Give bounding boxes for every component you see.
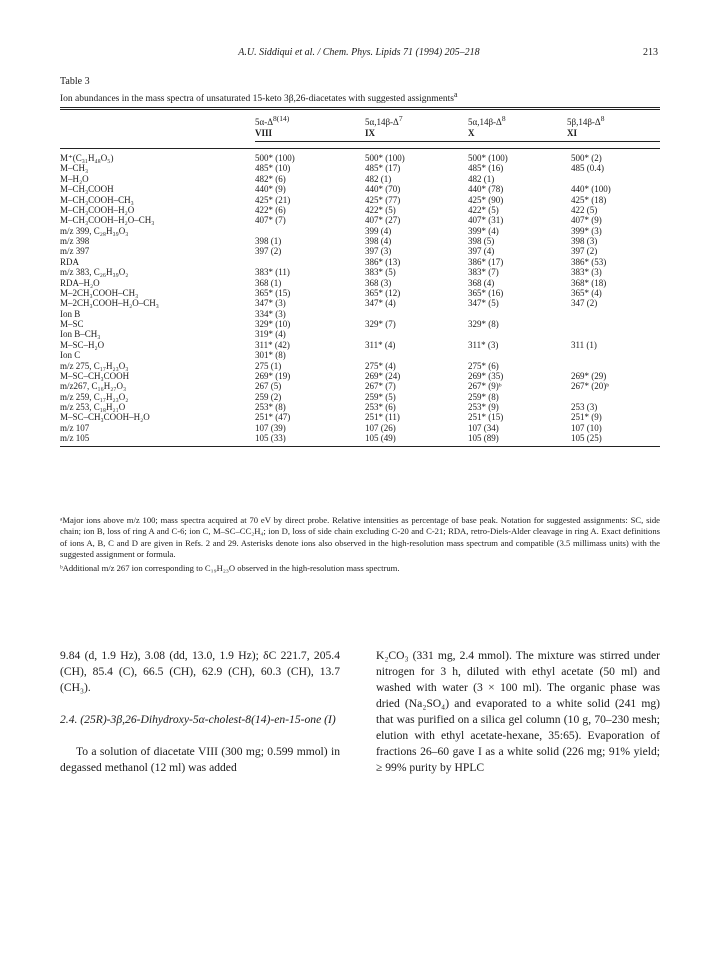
abundance-cell: 105 (89) <box>468 433 499 444</box>
abundance-cell: 422* (5) <box>468 204 499 215</box>
abundance-cell: 253* (9) <box>468 402 499 412</box>
abundance-cell: 259* (5) <box>365 391 396 402</box>
assignment-cell: m/z 383, C₂₆H₃₉O₂ <box>60 267 129 278</box>
abundance-cell: 259* (8) <box>468 391 499 402</box>
table-row <box>60 309 660 319</box>
abundance-cell: 275* (4) <box>365 360 396 371</box>
table-row <box>60 298 660 308</box>
column-header-underline <box>255 141 660 142</box>
assignment-cell: RDA–H₂O <box>60 277 100 288</box>
assignment-cell: RDA <box>60 256 80 267</box>
table-row <box>60 153 660 163</box>
abundance-cell: 485* (16) <box>468 163 504 174</box>
table-top-rule <box>60 107 660 108</box>
assignment-cell: M–SC–CH₃COOH–H₂O <box>60 412 150 423</box>
abundance-cell: 267* (9)ᵇ <box>468 381 502 392</box>
assignment-cell: m/z 275, C₁₇H₂₃O₃ <box>60 360 129 371</box>
abundance-cell: 368* (18) <box>571 277 607 288</box>
abundance-cell: 425* (21) <box>255 194 291 205</box>
column-header-sup: 7 <box>398 114 403 123</box>
assignment-cell: M–SC–H₂O <box>60 339 105 350</box>
procedure-paragraph-continuation: K₂CO₃ (331 mg, 2.4 mmol). The mixture was stirred under nitrogen for 3 h, diluted with ethyl acetate (50 ml) and washed with water (3 × 100 ml). The organic phase was dried (Na₂SO₄) and evaporated to a white solid (241 mg) that was purified on a silica gel column (10 g, 70–230 mesh; elution with ethyl acetate-hexane, 35:65). Evaporation of fractions 26–60 gave I as a white solid (226 mg; 91% yield; ≥ 99% purity by HPLC <box>376 649 660 774</box>
table-caption-footnote-mark: a <box>453 90 458 99</box>
abundance-cell: 397 (2) <box>571 246 598 257</box>
table-row <box>60 371 660 381</box>
table-row <box>60 278 660 288</box>
column-header-compound-number: X <box>468 128 475 138</box>
table-footnotes <box>60 515 660 574</box>
page-number: 213 <box>643 47 658 58</box>
assignment-cell: M–CH₃COOH–CH₃ <box>60 194 134 205</box>
abundance-cell: 311* (3) <box>468 339 499 350</box>
footnote-a: ᵃMajor ions above m/z 100; mass spectra acquired at 70 eV by direct probe. Relative intensities as percentage of base peak. Notation for suggested assignments: SC, side chain; ion B, loss of ring A and C-6; ion C, M–SC–CC₂H₄; ion D, loss of side chain excluding C-20 and C-21; RDA, retro-Diels-Alder cleavage in ring A. Exact definitions of ions A, B, C and D are given in Refs. 2 and 29. Asterisks denote ions also observed in the high-resolution mass spectrum and compatible (3.5 millimass units) with the suggested assignment or formula. <box>60 515 660 560</box>
abundance-cell: 251* (15) <box>468 412 504 423</box>
assignment-cell: M–SC <box>60 319 84 329</box>
table-row <box>60 288 660 298</box>
footnote-b: ᵇAdditional m/z 267 ion corresponding to C₁₉H₂₃O observed in the high-resolution mass spectrum. <box>60 562 400 573</box>
body-left-column <box>60 648 340 776</box>
abundance-cell: 347* (5) <box>468 298 499 309</box>
table-row <box>60 381 660 391</box>
table-row <box>60 226 660 236</box>
abundance-cell: 397 (2) <box>255 246 282 257</box>
abundance-cell <box>571 174 660 184</box>
abundance-cell: 347* (4) <box>365 298 396 309</box>
assignment-cell: M–CH₃COOH <box>60 184 114 195</box>
abundance-cell <box>255 257 365 267</box>
abundance-cell: 398 (4) <box>365 236 392 246</box>
assignment-cell: m/z 397 <box>60 246 90 257</box>
assignment-cell: M–2CH₃COOH–CH₃ <box>60 287 139 298</box>
abundance-cell: 500* (100) <box>468 153 508 163</box>
abundance-cell: 500* (2) <box>571 153 602 163</box>
assignment-cell: M–CH₃COOH–H₂O <box>60 204 135 215</box>
table-row <box>60 392 660 402</box>
table-row <box>60 361 660 371</box>
table-row <box>60 423 660 433</box>
table-bottom-rule <box>60 446 660 447</box>
abundance-cell: 253* (6) <box>365 402 396 412</box>
abundance-cell: 347 (2) <box>571 298 598 309</box>
abundance-cell: 365* (15) <box>255 287 291 298</box>
abundance-cell: 500* (100) <box>365 153 405 163</box>
column-header-x <box>468 113 506 139</box>
abundance-cell: 425* (90) <box>468 194 504 205</box>
table-row <box>60 329 660 339</box>
abundance-cell: 383* (5) <box>365 267 396 278</box>
abundance-cell: 500* (100) <box>255 153 295 163</box>
abundance-cell: 365* (4) <box>571 287 602 298</box>
abundance-cell: 407* (9) <box>571 215 602 226</box>
running-head-citation: A.U. Siddiqui et al. / Chem. Phys. Lipids 71 (1994) 205–218 <box>238 47 480 58</box>
ion-abundance-table <box>60 153 660 444</box>
abundance-cell: 482 (1) <box>468 173 495 184</box>
abundance-cell: 253* (8) <box>255 402 286 412</box>
abundance-cell <box>571 392 660 402</box>
abundance-cell <box>365 329 468 339</box>
abundance-cell: 251* (9) <box>571 412 602 423</box>
abundance-cell: 368 (4) <box>468 277 495 288</box>
assignment-cell: m/z 253, C₁₈H₂₁O <box>60 402 126 412</box>
abundance-cell: 485* (17) <box>365 163 401 174</box>
column-header-sup: 8 <box>600 114 605 123</box>
abundance-cell: 269* (29) <box>571 370 607 381</box>
table-row <box>60 319 660 329</box>
abundance-cell <box>571 361 660 371</box>
abundance-cell: 311* (4) <box>365 339 396 350</box>
abundance-cell: 422 (5) <box>571 204 598 215</box>
abundance-cell: 399 (4) <box>365 225 392 236</box>
assignment-cell: m/z 107 <box>60 422 90 433</box>
abundance-cell: 386* (53) <box>571 256 607 267</box>
abundance-cell: 251* (47) <box>255 412 291 423</box>
abundance-cell: 440* (78) <box>468 184 504 195</box>
assignment-cell: m/z 105 <box>60 433 90 444</box>
assignment-cell: m/z 259, C₁₇H₂₃O₂ <box>60 391 129 402</box>
abundance-cell: 398 (1) <box>255 236 282 246</box>
assignment-cell: m/z 398 <box>60 236 90 246</box>
assignment-cell: Ion C <box>60 350 81 361</box>
assignment-cell: M–SC–CH₃COOH <box>60 370 130 381</box>
nmr-data-continuation: 9.84 (d, 1.9 Hz), 3.08 (dd, 13.0, 1.9 Hz); δC 221.7, 205.4 (CH), 85.4 (C), 66.5 (CH), 62.9 (CH), 60.3 (CH), 13.7 (CH₃). <box>60 649 340 694</box>
abundance-cell: 482* (6) <box>255 173 286 184</box>
abundance-cell: 425* (77) <box>365 194 401 205</box>
abundance-cell: 267* (20)ᵇ <box>571 381 610 392</box>
table-row <box>60 402 660 412</box>
abundance-cell: 407* (31) <box>468 215 504 226</box>
assignment-cell: Ion B <box>60 308 81 319</box>
abundance-cell: 334* (3) <box>255 308 286 319</box>
column-header-sup: 8(14) <box>273 114 290 123</box>
abundance-cell: 105 (33) <box>255 433 286 444</box>
abundance-cell <box>365 309 468 319</box>
assignment-cell: M–2CH₃COOH–H₂O–CH₃ <box>60 298 159 309</box>
table-row <box>60 184 660 194</box>
abundance-cell: 386* (13) <box>365 256 401 267</box>
column-header-steroid: 5α,14β-Δ <box>365 117 399 127</box>
abundance-cell: 399* (4) <box>468 225 499 236</box>
assignment-cell: M⁺(C₃₁H₄₈O₅) <box>60 153 114 163</box>
abundance-cell <box>468 329 571 339</box>
table-row <box>60 412 660 422</box>
table-row <box>60 205 660 215</box>
section-heading: 2.4. (25R)-3β,26-Dihydroxy-5α-cholest-8(14)-en-15-one (I) <box>60 713 336 726</box>
abundance-cell: 319* (4) <box>255 329 286 340</box>
running-head <box>60 47 658 61</box>
abundance-cell: 329* (10) <box>255 319 291 329</box>
abundance-cell: 311* (42) <box>255 339 290 350</box>
table-row <box>60 246 660 256</box>
table-row <box>60 195 660 205</box>
abundance-cell: 329* (8) <box>468 319 499 329</box>
abundance-cell: 386* (17) <box>468 256 504 267</box>
abundance-cell: 253 (3) <box>571 402 598 412</box>
abundance-cell <box>365 350 468 360</box>
abundance-cell: 485 (0.4) <box>571 163 604 174</box>
table-row <box>60 340 660 350</box>
abundance-cell: 440* (70) <box>365 184 401 195</box>
table-top-rule-double <box>60 109 660 110</box>
assignment-cell: M–CH₃ <box>60 163 89 174</box>
abundance-cell: 368 (1) <box>255 277 282 288</box>
column-header-sup: 8 <box>501 114 506 123</box>
abundance-cell: 267* (7) <box>365 381 396 392</box>
column-header-steroid: 5α,14β-Δ <box>468 117 502 127</box>
abundance-cell: 422* (5) <box>365 204 396 215</box>
abundance-cell: 267 (5) <box>255 381 282 392</box>
abundance-cell: 301* (8) <box>255 350 286 361</box>
table-row <box>60 267 660 277</box>
abundance-cell: 399* (3) <box>571 225 602 236</box>
table-row <box>60 433 660 443</box>
column-header-viii <box>255 113 289 139</box>
abundance-cell: 269* (24) <box>365 370 401 381</box>
column-header-steroid: 5β,14β-Δ <box>567 117 601 127</box>
procedure-paragraph-start: To a solution of diacetate VIII (300 mg; 0.599 mmol) in degassed methanol (12 ml) was added <box>60 745 340 774</box>
table-row <box>60 257 660 267</box>
abundance-cell <box>571 329 660 339</box>
abundance-cell: 269* (35) <box>468 370 504 381</box>
table-header-rule <box>60 148 660 149</box>
table-row <box>60 236 660 246</box>
abundance-cell: 107 (34) <box>468 422 499 433</box>
table-label: Table 3 <box>60 76 90 87</box>
body-right-column <box>376 648 660 776</box>
abundance-cell: 425* (18) <box>571 194 607 205</box>
table-row <box>60 163 660 173</box>
assignment-cell: Ion B–CH₃ <box>60 329 101 340</box>
column-header-compound-number: VIII <box>255 128 273 138</box>
table-row <box>60 215 660 225</box>
abundance-cell: 440* (100) <box>571 184 611 195</box>
abundance-cell: 365* (12) <box>365 287 401 298</box>
abundance-cell: 259 (2) <box>255 391 282 402</box>
table-caption <box>60 89 660 105</box>
abundance-cell: 398 (3) <box>571 236 598 246</box>
abundance-cell: 275* (6) <box>468 360 499 371</box>
abundance-cell: 482 (1) <box>365 173 392 184</box>
abundance-cell: 422* (6) <box>255 204 286 215</box>
abundance-cell: 485* (10) <box>255 163 291 174</box>
abundance-cell: 440* (9) <box>255 184 286 195</box>
column-header-steroid: 5α-Δ <box>255 117 273 127</box>
abundance-cell: 383* (3) <box>571 267 602 278</box>
abundance-cell: 397 (4) <box>468 246 495 257</box>
abundance-cell: 383* (7) <box>468 267 499 278</box>
abundance-cell <box>571 350 660 360</box>
abundance-cell: 368 (3) <box>365 277 392 288</box>
abundance-cell: 383* (11) <box>255 267 290 278</box>
column-header-ix <box>365 113 403 139</box>
abundance-cell: 329* (7) <box>365 319 396 329</box>
abundance-cell: 107 (39) <box>255 422 286 433</box>
assignment-cell: m/z267, C₁₆H₂₇O₃ <box>60 381 127 392</box>
column-header-xi <box>567 113 604 139</box>
abundance-cell: 311 (1) <box>571 339 597 350</box>
column-header-compound-number: IX <box>365 128 376 138</box>
abundance-cell: 347* (3) <box>255 298 286 309</box>
table-row <box>60 174 660 184</box>
abundance-cell: 107 (26) <box>365 422 396 433</box>
column-header-compound-number: XI <box>567 128 578 138</box>
abundance-cell: 107 (10) <box>571 422 602 433</box>
abundance-cell: 269* (19) <box>255 370 291 381</box>
abundance-cell <box>571 319 660 329</box>
assignment-cell: m/z 399, C₂₈H₃₉O₃ <box>60 225 129 236</box>
table-caption-text: Ion abundances in the mass spectra of unsaturated 15-keto 3β,26-diacetates with suggested assignments <box>60 94 454 105</box>
abundance-cell <box>571 309 660 319</box>
abundance-cell: 397 (3) <box>365 246 392 257</box>
abundance-cell: 365* (16) <box>468 287 504 298</box>
table-row <box>60 350 660 360</box>
abundance-cell: 105 (25) <box>571 433 602 444</box>
abundance-cell: 105 (49) <box>365 433 396 444</box>
abundance-cell: 407* (27) <box>365 215 401 226</box>
abundance-cell: 407* (7) <box>255 215 286 226</box>
table-body <box>60 153 660 444</box>
assignment-cell: M–H₂O <box>60 173 89 184</box>
abundance-cell <box>468 350 571 360</box>
abundance-cell <box>255 226 365 236</box>
abundance-cell: 398 (5) <box>468 236 495 246</box>
assignment-cell: M–CH₃COOH–H₂O–CH₃ <box>60 215 155 226</box>
abundance-cell: 275 (1) <box>255 360 282 371</box>
abundance-cell <box>468 309 571 319</box>
abundance-cell: 251* (11) <box>365 412 400 423</box>
